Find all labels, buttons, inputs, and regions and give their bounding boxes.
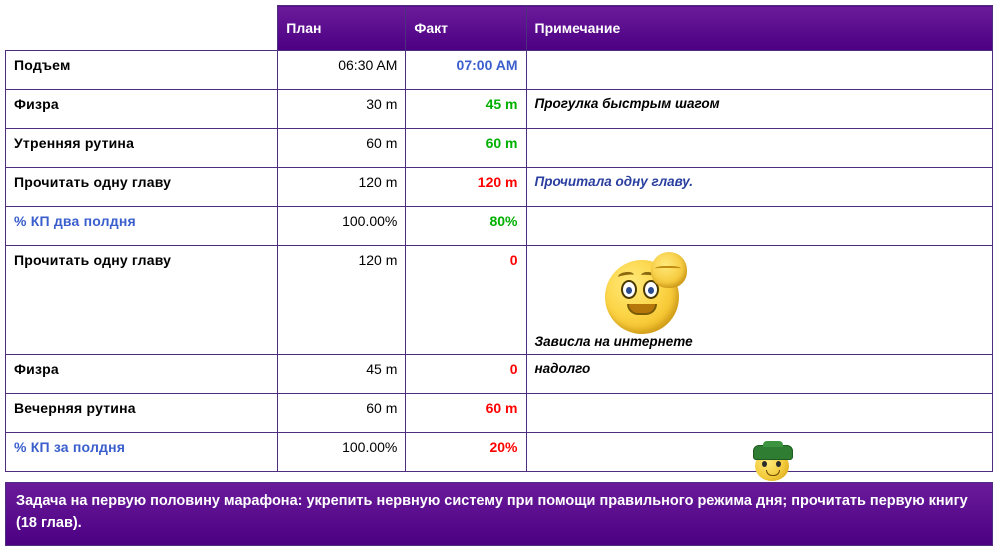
plan-cell xyxy=(278,394,406,433)
task-label: Прочитать одну главу xyxy=(14,174,172,190)
fact-cell xyxy=(406,246,526,355)
task-cell xyxy=(6,355,278,394)
task-label: Вечерняя рутина xyxy=(14,400,136,416)
plan-value: 120 m xyxy=(358,252,398,268)
fact-value: 80% xyxy=(489,213,518,229)
plan-cell xyxy=(278,207,406,246)
plan-cell xyxy=(278,355,406,394)
table-row xyxy=(6,394,993,433)
fact-cell xyxy=(406,129,526,168)
note-cell xyxy=(526,129,993,168)
note-cell xyxy=(526,90,993,129)
table-row xyxy=(6,246,993,355)
footer-goal-banner: Задача на первую половину марафона: укрепить нервную систему при помощи правильного режима дня; прочитать первую книгу (18 глав). xyxy=(5,482,993,546)
pot-head-smiley-icon xyxy=(753,443,793,481)
fact-cell xyxy=(406,90,526,129)
schedule-table xyxy=(5,5,993,472)
table-row xyxy=(6,355,993,394)
plan-value: 60 m xyxy=(366,400,398,416)
task-label: Прочитать одну главу xyxy=(14,252,172,268)
plan-value: 30 m xyxy=(366,96,398,112)
plan-value: 120 m xyxy=(358,174,398,190)
note-illustration-area xyxy=(527,433,993,471)
fact-cell xyxy=(406,207,526,246)
note-text: Прогулка быстрым шагом xyxy=(534,96,720,111)
table-header-row xyxy=(6,6,993,51)
note-cell xyxy=(526,433,993,472)
task-cell xyxy=(6,207,278,246)
fact-value: 20% xyxy=(489,439,518,455)
fact-cell xyxy=(406,355,526,394)
note-text: Прочитала одну главу. xyxy=(534,174,693,189)
task-cell xyxy=(6,433,278,472)
thinking-smiley-icon xyxy=(605,252,693,334)
task-label: Физра xyxy=(14,361,59,377)
schedule-sheet xyxy=(5,5,993,546)
task-cell xyxy=(6,90,278,129)
plan-value: 100.00% xyxy=(342,439,398,455)
plan-cell xyxy=(278,246,406,355)
note-text xyxy=(527,51,993,71)
task-label: Утренняя рутина xyxy=(14,135,135,151)
table-row xyxy=(6,90,993,129)
task-cell xyxy=(6,129,278,168)
note-text xyxy=(527,207,993,227)
table-row xyxy=(6,207,993,246)
plan-cell xyxy=(278,51,406,90)
task-label: Физра xyxy=(14,96,59,112)
plan-cell xyxy=(278,129,406,168)
plan-cell xyxy=(278,168,406,207)
table-row xyxy=(6,51,993,90)
header-cell-plan: План xyxy=(278,6,406,51)
fact-value: 60 m xyxy=(485,135,518,151)
table-row xyxy=(6,168,993,207)
plan-value: 60 m xyxy=(366,135,398,151)
note-cell xyxy=(526,168,993,207)
note-cell xyxy=(526,207,993,246)
note-text xyxy=(527,129,993,149)
fact-value: 45 m xyxy=(485,96,518,112)
plan-cell xyxy=(278,433,406,472)
fact-value: 0 xyxy=(509,252,518,268)
plan-cell xyxy=(278,90,406,129)
header-cell-fact: Факт xyxy=(406,6,526,51)
note-cell xyxy=(526,355,993,394)
note-cell xyxy=(526,51,993,90)
task-label: % КП два полдня xyxy=(14,213,136,229)
note-cell xyxy=(526,246,993,355)
task-cell xyxy=(6,394,278,433)
table-row xyxy=(6,433,993,472)
fact-cell xyxy=(406,433,526,472)
note-text xyxy=(527,394,993,414)
task-label: Подъем xyxy=(14,57,71,73)
fact-value: 120 m xyxy=(477,174,518,190)
task-cell xyxy=(6,168,278,207)
task-label: % КП за полдня xyxy=(14,439,126,455)
fact-value: 07:00 AM xyxy=(456,57,518,73)
header-cell-note: Примечание xyxy=(526,6,993,51)
fact-cell xyxy=(406,51,526,90)
plan-value: 06:30 AM xyxy=(338,57,398,73)
fact-value: 0 xyxy=(509,361,518,377)
fact-value: 60 m xyxy=(485,400,518,416)
note-text: надолго xyxy=(534,361,591,376)
note-text: Зависла на интернете xyxy=(534,334,693,349)
note-cell xyxy=(526,394,993,433)
fact-cell xyxy=(406,168,526,207)
header-cell-task xyxy=(6,6,278,51)
plan-value: 45 m xyxy=(366,361,398,377)
plan-value: 100.00% xyxy=(342,213,398,229)
table-row xyxy=(6,129,993,168)
task-cell xyxy=(6,246,278,355)
task-cell xyxy=(6,51,278,90)
fact-cell xyxy=(406,394,526,433)
note-illustration-area xyxy=(527,246,993,354)
